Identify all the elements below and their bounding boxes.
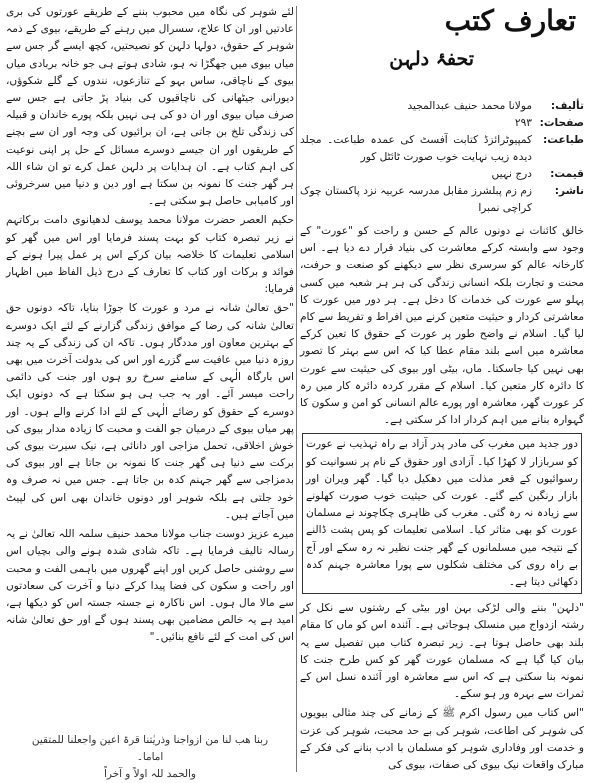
detail-label: طباعت:: [543, 134, 584, 146]
detail-value: کمپیوٹرائزڈ کتابت آفسٹ کی عمدہ طباعت۔ مجلد دیدہ زیب نہایت خوب صورت ٹائٹل کور: [300, 134, 532, 163]
masthead: [300, 4, 584, 96]
detail-label: تألیف:: [550, 100, 584, 112]
detail-label: قیمت:: [550, 168, 584, 180]
paragraph: "اس کتاب میں رسول اکرم ﷺ کے زمانے کی چند مثالی بیویوں کی شوہر کی اطاعت، شوہر کی بے حد محبت، شوہر کی عزت و خدمت اور وفاداری شوہر کو مسلمان با ادب بنانے کی فکر کے مبارک واقعات نیک بیوی کی صفات، بیوی کی: [300, 707, 584, 772]
prayer-line: والحمد للہ اولاً و آخراً: [104, 768, 196, 780]
detail-value: زم زم پبلشرز مقابل مدرسہ عربیہ نزد پاکستان چوک کراچی نمبرا: [300, 185, 532, 214]
paragraph: "دلہن" بننے والی لڑکی بہن اور بیٹی کے رشتوں سے نکل کر رشتہ ازدواج میں منسلک ہوجاتی ہے۔ آئندہ اس کو ماں کا مقام بلند بھی حاصل ہوتا ہے۔ زیر تبصرہ کتاب میں تفصیل سے یہ بیان کیا گیا ہے کہ مسلمان عورت گھر کو کس طرح جنت کا نمونہ بنا سکتی ہے کہ اس سے معاشرہ اور آئندہ نسل اس کے ثمرات سے بہرہ ور ہو سکے۔: [300, 602, 584, 701]
paragraph: لئے شوہر کی نگاہ میں محبوب بننے کے طریقے عورتوں کی بری عادتیں اور ان کا علاج، سسرال میں رہنے کے طریقے، بیوی کے ذمہ شوہر کے حقوق، دولہا دلہن کو نصیحتیں، کچھ ایسے گر جس سے میاں بیوی میں جھگڑا نہ ہو، شادی ہوتے ہی جو خانہ بربادی میاں بیوی کے ناچاقی، ساس بہو کے تنازعوں، نندوں کے گلے شکوؤں، دیورانی جیٹھانی کی ناچاقیوں کی بنیاد پڑ جاتی ہے جس سے صرف میاں بیوی اور ان دو کی ہی نہیں بلکہ پورے خاندان و قبیلہ کی زندگی تلخ بن جاتی ہے، ان برائیوں کی وجہ اور ان سے بچنے کے طریقوں اور ان جیسے دوسرے مسائل کے حل پر اپنی نوعیت کی اہم کتاب ہے۔ ان ہدایات پر دلہن عمل کرے تو ان شاء اللہ ہر گھر جنت کا نمونہ بن سکتا ہے اور دین و دنیا میں سرخروئی اور کامیابی حاصل ہو سکتی ہے۔: [6, 6, 294, 208]
left-column: [6, 4, 294, 649]
detail-row-author: [300, 98, 584, 115]
prayer-line: ربنا ھب لنا من ازواجنا وذریٰتنا قرۃ اعین واجعلنا للمتقین: [31, 734, 269, 746]
book-title: تحفۂ دلہن: [389, 48, 474, 70]
detail-row-publisher: [300, 183, 584, 217]
paragraph: میرے عزیز دوست جناب مولانا محمد حنیف سلمہ اللہ تعالیٰ نے یہ رسالہ تالیف فرمایا ہے۔ تاکہ شادی شدہ ہونے والی بچیاں اس سے روشنی حاصل کریں اور اپنے گھروں میں باہمی الفت و محبت اور راحت و سکون کی فضا پیدا کرکے دنیا و آخرت کی سعادتوں سے مالا مال ہوں۔ اس ناکارہ نے جستہ جستہ اس کو دیکھا ہے، امید ہے یہ خالص مضامین بھی پسند ہوں گے اور حق تعالیٰ شانہ اس کی امت کے لئے نافع بنائیں۔": [6, 528, 294, 644]
prayer-line: اماما۔: [136, 751, 164, 763]
book-details: [300, 98, 584, 217]
closing-prayer: [6, 732, 294, 783]
detail-value: مولانا محمد حنیف عبدالمجید: [407, 100, 532, 112]
quote-paragraph: "حق تعالیٰ شانہ نے مرد و عورت کا جوڑا بنایا، تاکہ دونوں حق تعالیٰ شانہ کی رضا کے موافق زندگی گزارنے کے لئے ایک دوسرے کے بہترین معاون اور مددگار ہوں۔ تاکہ ان کی زندگی کے یہ چند روزہ دنیا میں عافیت سے گزرے اور اس کی بدولت آخرت میں بھی اس بارگاہ الٰہی کے سامنے سرخ رو ہوں اور جنت کی دائمی راحت میسر آئے۔ اور یہ جب ہی ہو سکتا ہے کہ دونوں ایک دوسرے کے حقوق کو رضائے الٰہی کے لئے ادا کرنے والے ہوں۔ اور پھر میاں بیوی کے درمیان جو الفت و محبت کا زیادہ مدار بیوی کی خوش اخلاقی، تحمل مزاجی اور دانائی ہے، نیک سیرت بیوی کی برکت سے دنیا ہی گھر جنت کا نمونہ بن جاتا ہے اور بیوی کی بدمزاجی سے گھر جہنم کدہ بن جاتا ہے۔ جس میں نہ صرف وہ خود جلتی ہے بلکہ شوہر اور دونوں خاندان بھی اس کی لپیٹ میں آجاتے ہیں۔: [6, 302, 294, 521]
paragraph: دور جدید میں مغرب کی مادر پدر آزاد بے راہ تہذیب نے عورت کو سربازار لا کھڑا کیا۔ آزادی اور حقوق کے نام پر نسوانیت کو رسوائیوں کے قعر مذلت میں دھکیل دیا گیا۔ گھر ویران اور بازار رنگین کیے گئے۔ عورت کی حیثیت خوب صورت کھلونے سے زیادہ نہ رہ گئی۔ مغرب کی ظاہری چکاچوند نے مسلمان عورت کو بھی متاثر کیا۔ اسلامی تعلیمات کو پس پشت ڈالنے کے نتیجہ میں مسلمانوں کے گھر جنت نظیر نہ رہ سکے اور آج بے راہ روی کی مختلف شکلوں سے پورا معاشرہ جہنم کدہ دکھائی دیتا ہے۔: [306, 438, 578, 589]
detail-row-pages: [300, 115, 584, 132]
detail-row-printing: [300, 132, 584, 166]
detail-label: صفحات:: [539, 117, 584, 129]
detail-value: درج نہیں: [491, 168, 532, 180]
paragraph: حکیم العصر حضرت مولانا محمد یوسف لدھیانوی دامت برکاتہم نے زیر تبصرہ کتاب کو بہت پسند فرمایا اور اس میں گھر کو اسلامی تعلیمات کا خلاصہ بیان کرکے اس پر عمل پیرا ہونے کے فوائد و برکات اور کتاب کا تعارف کے درج ذیل الفاظ میں اظہار فرمایا:: [6, 214, 294, 296]
section-title: تعارف کتب: [444, 4, 576, 37]
right-column: [300, 4, 584, 776]
paragraph: خالق کائنات نے دونوں عالم کے حسن و راحت کو "عورت" کے وجود سے وابستہ کرکے معاشرت کی بنیاد قرار دے دیا ہے۔ اس کارخانہ عالم کو سرسری نظر سے دیکھنے کو صنعت و حرفت، محنت و تجارت بلکہ انسانی زندگی کی ہر ہر شعبہ میں کسی پہلو سے عورت کی خدمات کا دخل ہے۔ ہر دور میں عورت کا معاشرتی کردار و حیثیت متعین کرنے میں افراط و تفریط سے کام لیا گیا۔ اسلام نے واضح طور پر عورت کے حقوق کا تعین کرکے معاشرہ میں اسے بلند مقام عطا کیا کہ اس سے بہتر کا تصور بھی نہیں کیا جاسکتا۔ ماں، بیٹی اور بیوی کی حیثیت سے عورت کا دائرہ کار متعین کیا۔ اسلام کے مقرر کردہ دائرہ کار میں رہ کر عورت گھر، معاشرہ اور پورے عالم انسانی کو امن و سکون کا گہوارہ بنانے میں اہم کردار ادا کر سکتی ہے۔: [300, 225, 584, 427]
detail-row-price: [300, 166, 584, 183]
detail-label: ناشر:: [554, 185, 584, 197]
detail-value: ۲۹۳: [514, 117, 532, 129]
column-divider: [296, 6, 297, 772]
boxed-paragraph: [302, 433, 582, 594]
